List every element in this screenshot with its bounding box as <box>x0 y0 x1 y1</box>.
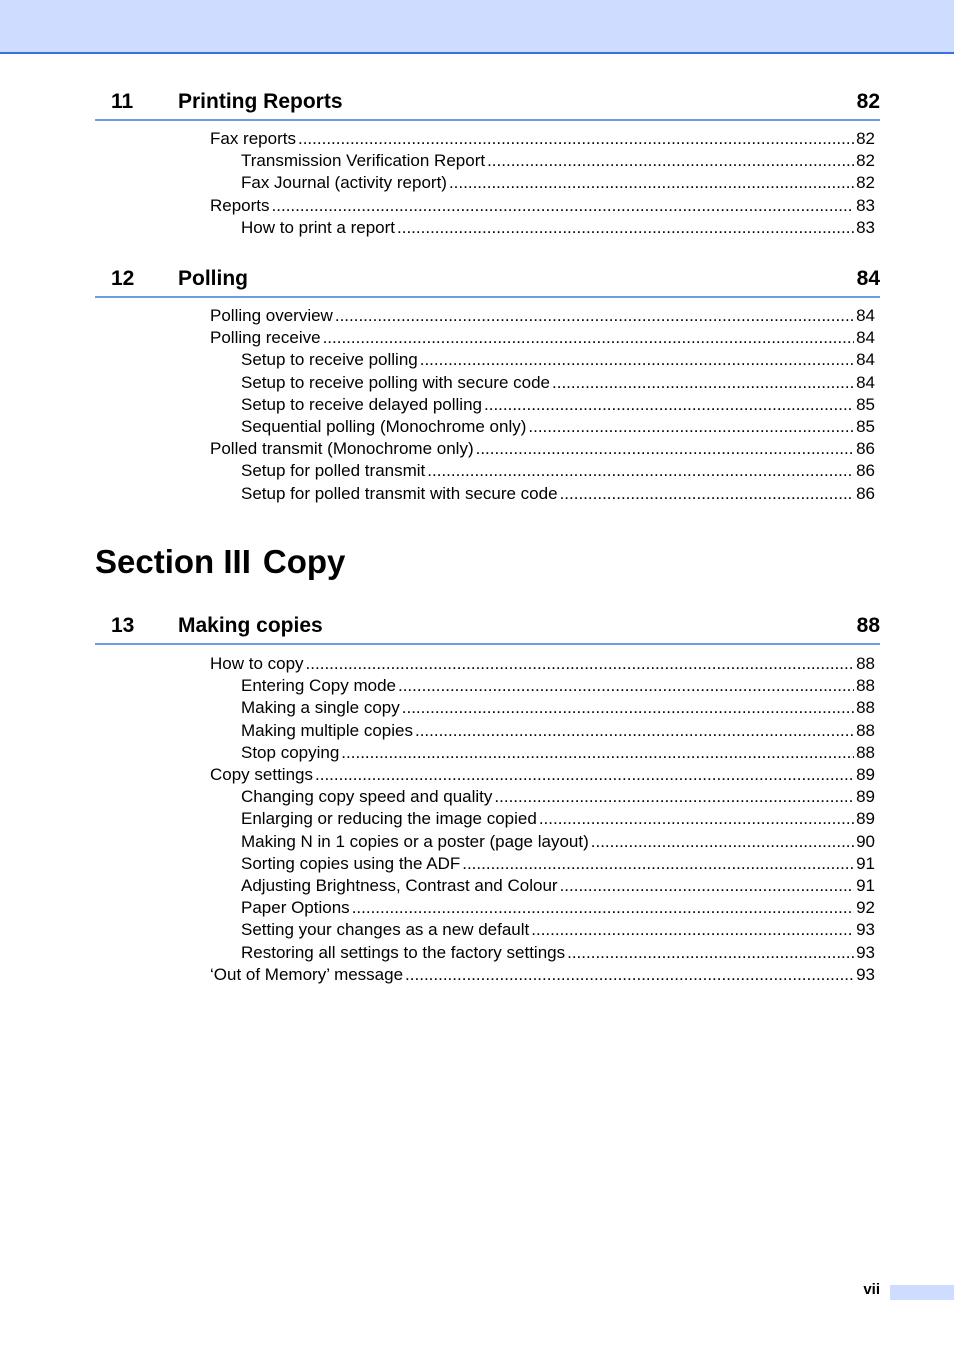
toc-entry-title: Polling receive <box>210 328 321 348</box>
toc-entry-title: Adjusting Brightness, Contrast and Colour <box>241 876 558 895</box>
toc-entry-title: Making a single copy <box>241 698 400 718</box>
toc-entry-title: Changing copy speed and quality <box>241 787 493 807</box>
toc-entry[interactable] <box>241 743 875 765</box>
toc-entry-page: 86 <box>856 461 875 481</box>
toc-entry-page: 84 <box>856 306 875 325</box>
dot-leader <box>420 350 854 370</box>
toc-entry[interactable] <box>241 876 875 898</box>
toc-entry-title: Sorting copies using the ADF <box>241 853 461 873</box>
toc-entry-page: 82 <box>856 173 875 193</box>
dot-leader <box>462 854 854 874</box>
toc-entry-title: Transmission Verification Report <box>241 151 486 171</box>
dot-leader <box>427 461 854 481</box>
toc-entry[interactable] <box>241 461 875 483</box>
toc-entry-page: 86 <box>856 483 875 503</box>
toc-entry-title: Setup to receive delayed polling <box>241 394 482 414</box>
dot-leader <box>552 373 854 393</box>
chapter-title: Polling <box>178 267 248 290</box>
toc-entry-page: 85 <box>856 417 875 436</box>
chapter-heading-12[interactable] <box>95 267 880 298</box>
dot-leader <box>476 439 854 459</box>
toc-entry-page: 91 <box>856 876 875 895</box>
toc-entry[interactable] <box>241 395 875 417</box>
toc-entry[interactable] <box>241 151 875 173</box>
dot-leader <box>560 876 855 896</box>
toc-entry-title: Making multiple copies <box>241 720 413 740</box>
dot-leader <box>494 787 854 807</box>
toc-entry-title: Copy settings <box>210 765 313 784</box>
toc-entry-title: Restoring all settings to the factory settings <box>241 942 566 962</box>
toc-entry[interactable] <box>210 129 875 151</box>
toc-entry[interactable] <box>210 965 875 987</box>
toc-entry-page: 83 <box>856 217 875 237</box>
chapter-page: 84 <box>856 267 880 290</box>
toc-entry-page: 88 <box>856 720 875 740</box>
chapter-heading-11[interactable] <box>95 90 880 121</box>
dot-leader <box>272 196 855 216</box>
chapter-page: 88 <box>856 614 880 637</box>
toc-entry-page: 88 <box>856 698 875 718</box>
toc-entry[interactable] <box>241 920 875 942</box>
toc-entry[interactable] <box>241 484 875 506</box>
section-label: Section III <box>95 543 251 580</box>
toc-entry[interactable] <box>241 898 875 920</box>
chapter-number: 12 <box>111 267 135 290</box>
toc-entry-title: Polling overview <box>210 306 333 325</box>
toc-entry-page: 88 <box>856 676 875 696</box>
toc-entry-page: 84 <box>856 328 875 348</box>
toc-entry[interactable] <box>210 654 875 676</box>
dot-leader <box>335 306 854 326</box>
dot-leader <box>415 721 854 741</box>
dot-leader <box>341 743 854 763</box>
toc-entry-page: 89 <box>856 809 875 829</box>
toc-entry-title: Setup to receive polling <box>241 350 418 370</box>
dot-leader <box>539 809 854 829</box>
chapter-heading-13[interactable] <box>95 614 880 645</box>
toc-entry[interactable] <box>241 676 875 698</box>
toc-entry-page: 82 <box>856 151 875 171</box>
toc-entry[interactable] <box>241 721 875 743</box>
dot-leader <box>567 943 854 963</box>
toc-entry-page: 93 <box>856 964 875 984</box>
toc-entry[interactable] <box>241 698 875 720</box>
dot-leader <box>484 395 854 415</box>
toc-entry[interactable] <box>241 417 875 439</box>
toc-entry-title: Setup for polled transmit <box>241 461 426 481</box>
dot-leader <box>315 765 854 785</box>
toc-entry[interactable] <box>241 350 875 372</box>
toc-entry-title: ‘Out of Memory’ message <box>210 964 404 984</box>
toc-entry-title: Setup to receive polling with secure code <box>241 372 551 392</box>
chapter-number: 11 <box>111 90 134 113</box>
dot-leader <box>306 654 855 674</box>
section-title <box>95 543 345 581</box>
dot-leader <box>528 417 854 437</box>
toc-entry-title: Entering Copy mode <box>241 676 396 696</box>
header-band <box>0 0 954 54</box>
toc-entry-title: Stop copying <box>241 742 340 762</box>
toc-entry-page: 93 <box>856 942 875 962</box>
toc-entry-title: How to print a report <box>241 217 396 237</box>
toc-entry-title: Fax reports <box>210 129 296 148</box>
toc-entry-page: 88 <box>856 742 875 762</box>
toc-entry[interactable] <box>210 196 875 218</box>
dot-leader <box>323 328 855 348</box>
dot-leader <box>449 173 854 193</box>
chapter-number: 13 <box>111 614 135 637</box>
dot-leader <box>398 676 854 696</box>
toc-entry[interactable] <box>241 218 875 240</box>
section-name: Copy <box>262 543 346 580</box>
dot-leader <box>531 920 854 940</box>
toc-entry-page: 93 <box>856 920 875 940</box>
toc-entry[interactable] <box>241 854 875 876</box>
toc-entry[interactable] <box>241 809 875 831</box>
toc-entry-page: 91 <box>856 853 875 873</box>
toc-entry[interactable] <box>241 787 875 809</box>
toc-entry-page: 90 <box>856 831 875 851</box>
toc-entry-title: Setting your changes as a new default <box>241 920 530 940</box>
chapter-title: Making copies <box>178 614 323 637</box>
toc-entry-title: How to copy <box>210 654 304 673</box>
toc-entry-title: Polled transmit (Monochrome only) <box>210 439 474 459</box>
toc-entry-page: 92 <box>856 898 875 918</box>
toc-entry[interactable] <box>210 765 875 787</box>
toc-entry-page: 84 <box>856 350 875 370</box>
toc-entry-title: Setup for polled transmit with secure code <box>241 483 558 503</box>
toc-entry-page: 89 <box>856 765 875 784</box>
toc-entry[interactable] <box>210 439 875 461</box>
toc-entry[interactable] <box>241 832 875 854</box>
dot-leader <box>560 484 855 504</box>
toc-entry-page: 89 <box>856 787 875 807</box>
dot-leader <box>352 898 854 918</box>
dot-leader <box>298 129 854 149</box>
toc-entry[interactable] <box>210 306 875 328</box>
toc-entry-title: Enlarging or reducing the image copied <box>241 809 537 829</box>
toc-entry[interactable] <box>210 328 875 350</box>
dot-leader <box>402 698 854 718</box>
chapter-page: 82 <box>856 90 880 113</box>
toc-entry-page: 88 <box>856 654 875 673</box>
toc-entry-page: 86 <box>856 439 875 459</box>
toc-entry-title: Paper Options <box>241 898 350 918</box>
page-number: vii <box>863 1281 880 1298</box>
toc-entry-page: 85 <box>856 394 875 414</box>
dot-leader <box>405 965 854 985</box>
page-tab-marker <box>890 1285 954 1300</box>
toc-entry[interactable] <box>241 373 875 395</box>
chapter-title: Printing Reports <box>178 90 343 113</box>
dot-leader <box>397 218 854 238</box>
dot-leader <box>487 151 854 171</box>
toc-entry[interactable] <box>241 173 875 195</box>
toc-entry-title: Reports <box>210 195 270 215</box>
toc-entry-page: 82 <box>856 129 875 148</box>
toc-entry[interactable] <box>241 943 875 965</box>
toc-entry-title: Making N in 1 copies or a poster (page layout) <box>241 831 589 851</box>
toc-entry-title: Fax Journal (activity report) <box>241 173 447 193</box>
toc-entry-title: Sequential polling (Monochrome only) <box>241 417 527 436</box>
dot-leader <box>591 832 854 852</box>
toc-entry-page: 83 <box>856 195 875 215</box>
toc-entry-page: 84 <box>856 372 875 392</box>
